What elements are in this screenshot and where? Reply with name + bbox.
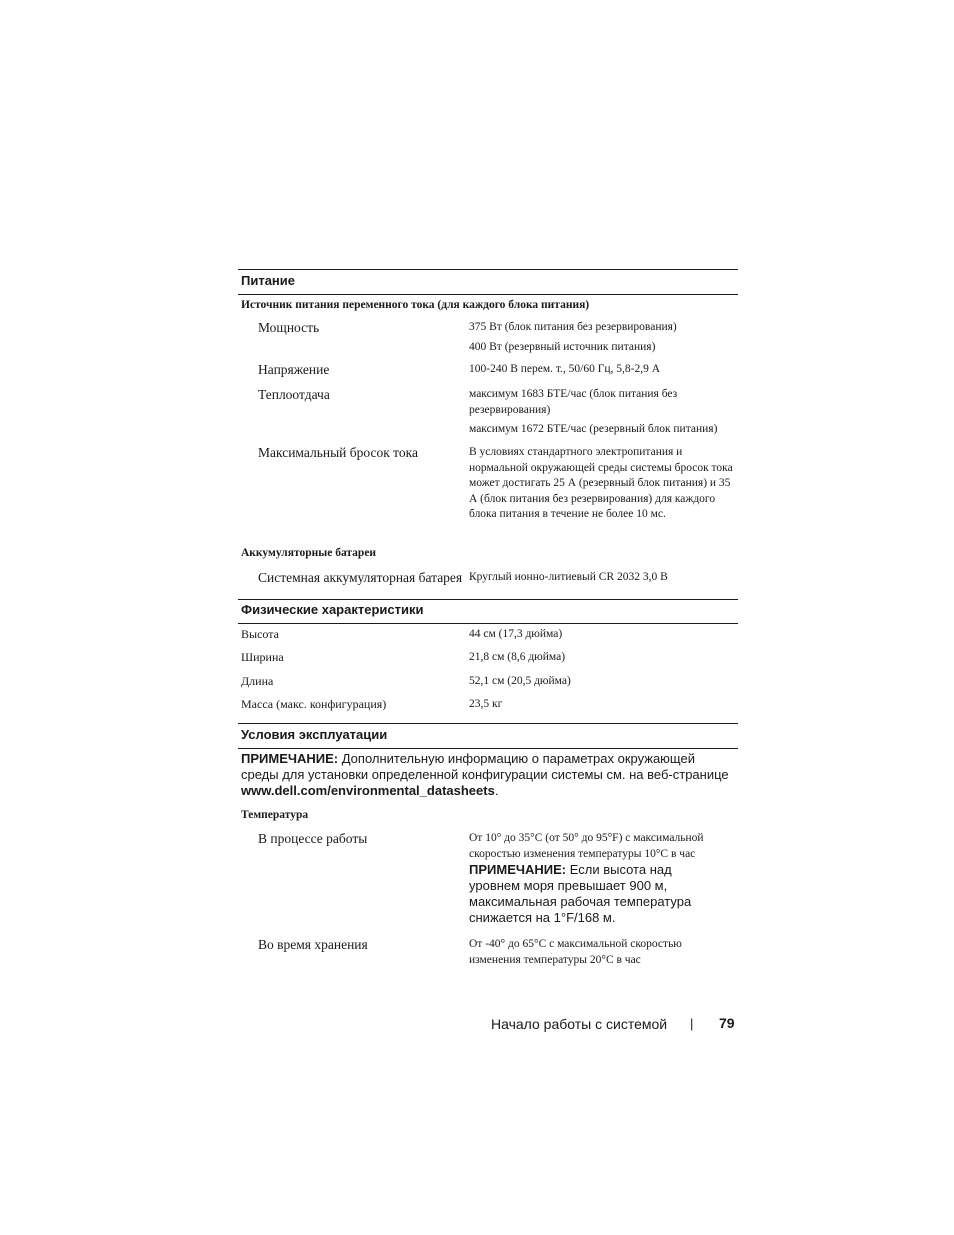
spec-label-width: Ширина bbox=[241, 650, 284, 664]
spec-value-battery: Круглый ионно-литиевый CR 2032 3,0 В bbox=[469, 571, 668, 583]
section-rule-top bbox=[238, 723, 738, 724]
spec-label-length: Длина bbox=[241, 674, 274, 688]
spec-label-height: Высота bbox=[241, 627, 279, 641]
spec-label-weight: Масса (макс. конфигурация) bbox=[241, 697, 387, 711]
section-rule-top bbox=[238, 599, 738, 600]
footer-separator: | bbox=[690, 1016, 694, 1031]
spec-value-line: максимум 1672 БТЕ/час (резервный блок питания) bbox=[469, 423, 718, 436]
note-label: ПРИМЕЧАНИЕ: bbox=[469, 862, 567, 878]
operating-note bbox=[469, 862, 714, 926]
spec-value-line: 375 Вт (блок питания без резервирования) bbox=[469, 321, 677, 333]
spec-value-length: 52,1 см (20,5 дюйма) bbox=[469, 675, 571, 687]
subhead-batteries: Аккумуляторные батареи bbox=[241, 547, 377, 559]
section-title-power: Питание bbox=[241, 273, 296, 288]
note-text: Если высота над уровнем моря превышает 900 м, максимальная рабочая температура снижается на 1°F/168 м. bbox=[469, 862, 692, 926]
footer-section-title: Начало работы с системой bbox=[491, 1016, 668, 1032]
spec-value-wattage bbox=[469, 320, 741, 355]
section-rule-bottom bbox=[238, 748, 738, 749]
spec-label-wattage: Мощность bbox=[258, 320, 320, 335]
spec-value-inrush bbox=[469, 445, 741, 523]
datasheets-link[interactable]: www.dell.com/environmental_datasheets bbox=[241, 783, 495, 798]
spec-value-line: 100-240 В перем. т., 50/60 Гц, 5,8-2,9 А bbox=[469, 363, 661, 375]
spec-value-line: максимум 1683 БТЕ/час (блок питания без резервирования) bbox=[469, 388, 678, 416]
section-rule-bottom bbox=[238, 294, 738, 295]
spec-value-operating bbox=[469, 831, 741, 926]
environment-note bbox=[241, 751, 731, 799]
spec-label-voltage: Напряжение bbox=[258, 362, 330, 377]
subhead-ac-power: Источник питания переменного тока (для каждого блока питания) bbox=[241, 299, 590, 311]
section-title-environment: Условия эксплуатации bbox=[241, 727, 388, 742]
spec-value-line: 400 Вт (резервный источник питания) bbox=[469, 340, 656, 353]
subhead-temperature: Температура bbox=[241, 809, 309, 821]
spec-label-operating: В процессе работы bbox=[258, 831, 368, 846]
spec-label-battery: Системная аккумуляторная батарея bbox=[258, 570, 463, 585]
page-number: 79 bbox=[719, 1015, 735, 1031]
spec-value-height: 44 см (17,3 дюйма) bbox=[469, 628, 563, 640]
spec-value-storage: От -40° до 65°C с максимальной скоростью изменения температуры 20°C в час bbox=[469, 938, 682, 966]
spec-value-width: 21,8 см (8,6 дюйма) bbox=[469, 651, 566, 663]
section-title-physical: Физические характеристики bbox=[241, 602, 424, 617]
spec-label-heat: Теплоотдача bbox=[258, 387, 330, 402]
spec-label-inrush: Максимальный бросок тока bbox=[258, 445, 418, 460]
spec-value-line: От 10° до 35°C (от 50° до 95°F) с максимальной скоростью изменения температуры 10°C в час bbox=[469, 832, 704, 860]
note-tail: . bbox=[494, 783, 499, 798]
spec-label-storage: Во время хранения bbox=[258, 937, 368, 952]
note-text: Дополнительную информацию о параметрах окружающей среды для установки определенной конфигурации системы см. на веб-странице bbox=[241, 751, 729, 782]
spec-value-voltage bbox=[469, 362, 741, 378]
section-rule-bottom bbox=[238, 623, 738, 624]
spec-value-heat bbox=[469, 387, 718, 438]
note-label: ПРИМЕЧАНИЕ: bbox=[241, 751, 339, 766]
section-rule-top bbox=[238, 269, 738, 270]
spec-value-line: В условиях стандартного электропитания и нормальной окружающей среды системы бросок тока может достигать 25 А (резервный блок питания) и 35 А (блок питания без резервирования) для каждого блока питания в течение не более 10 мс. bbox=[469, 446, 733, 521]
spec-value-weight: 23,5 кг bbox=[469, 698, 503, 710]
